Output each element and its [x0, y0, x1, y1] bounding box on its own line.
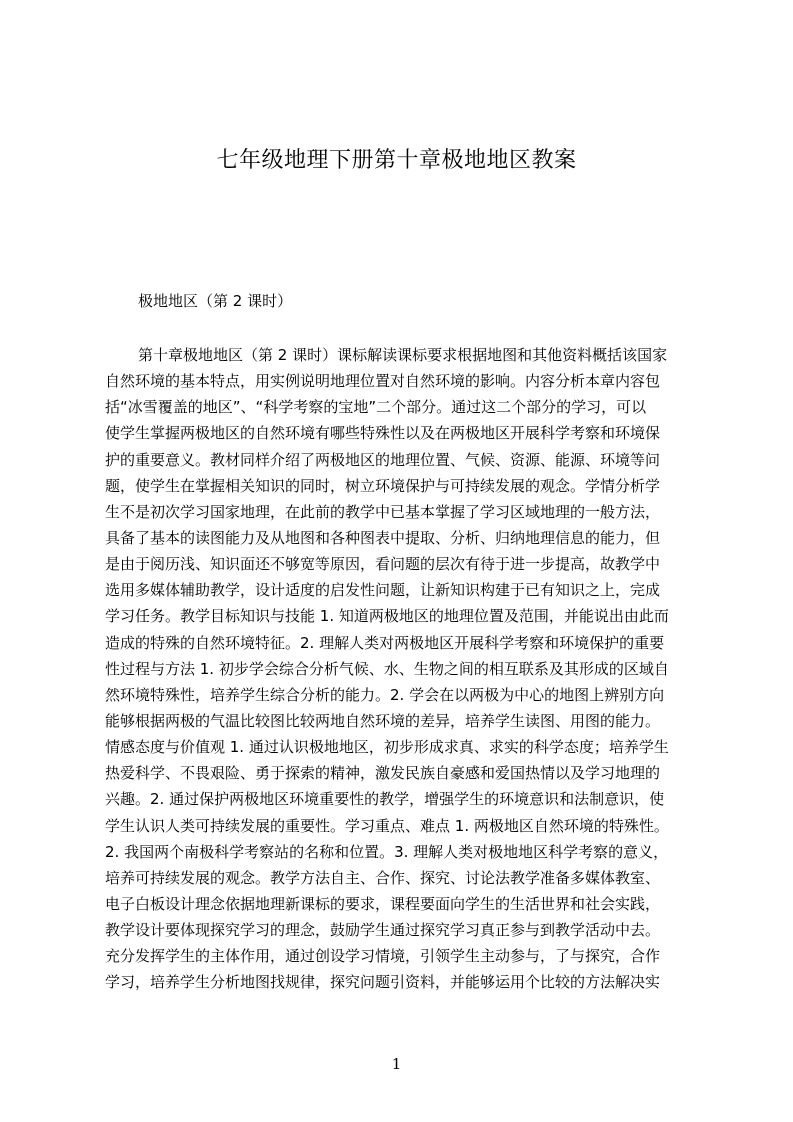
- text-line: 造成的特殊的自然环境特征。2. 理解人类对两极地区开展科学考察和环境保护的重要: [105, 633, 665, 652]
- body-paragraph: [105, 342, 701, 996]
- text-line: 护的重要意义。教材同样介绍了两极地区的地理位置、气候、资源、能源、环境等问: [105, 450, 661, 469]
- text-line: 第十章极地地区（第 2 课时）课标解读课标要求根据地图和其他资料概括该国家: [138, 346, 668, 364]
- text-line: 电子白板设计理念依据地理新课标的要求，课程要面向学生的生活世界和社会实践，: [105, 894, 661, 913]
- text-line: 情感态度与价值观 1. 通过认识极地地区，初步形成求真、求实的科学态度；培养学生: [105, 738, 669, 757]
- text-line: 学习，培养学生分析地图找规律，探究问题引资料，并能够运用个比较的方法解决实: [105, 973, 661, 992]
- text-line: 学生认识人类可持续发展的重要性。学习重点、难点 1. 两极地区自然环境的特殊性。: [105, 816, 669, 835]
- text-line: 能够根据两极的气温比较图比较两地自然环境的差异，培养学生读图、用图的能力。: [105, 711, 661, 730]
- text-line: 2. 我国两个南极科学考察站的名称和位置。3. 理解人类对极地地区科学考察的意义，: [105, 842, 669, 861]
- text-line: 性过程与方法 1. 初步学会综合分析气候、水、生物之间的相互联系及其形成的区域自: [105, 659, 669, 678]
- text-line: 具备了基本的读图能力及从地图和各种图表中提取、分析、归纳地理信息的能力，但: [105, 528, 661, 547]
- text-line: 自然环境的基本特点，用实例说明地理位置对自然环境的影响。内容分析本章内容包: [105, 372, 661, 391]
- text-line: 生不是初次学习国家地理，在此前的教学中已基本掌握了学习区域地理的一般方法，: [105, 502, 661, 521]
- page-number: 1: [391, 1055, 402, 1073]
- text-line: 然环境特殊性，培养学生综合分析的能力。2. 学会在以两极为中心的地图上辨别方向: [105, 685, 665, 704]
- text-line: 充分发挥学生的主体作用，通过创设学习情境，引领学生主动参与，了与探究，合作: [105, 947, 661, 966]
- text-line: 教学设计要体现探究学习的理念，鼓励学生通过探究学习真正参与到教学活动中去。: [105, 921, 661, 940]
- document-title: 七年级地理下册第十章极地地区教案: [216, 148, 577, 173]
- text-line: 热爱科学、不畏艰险、勇于探索的精神，激发民族自豪感和爱国热情以及学习地理的: [105, 764, 661, 783]
- text-line: 学习任务。教学目标知识与技能 1. 知道两极地区的地理位置及范围，并能说出由此而: [105, 607, 669, 626]
- text-line: 题，使学生在掌握相关知识的同时，树立环境保护与可持续发展的观念。学情分析学: [105, 476, 661, 495]
- text-line: 培养可持续发展的观念。教学方法自主、合作、探究、讨论法教学准备多媒体教室、: [105, 868, 661, 887]
- text-line: 选用多媒体辅助教学，设计适度的启发性问题，让新知识构建于已有知识之上，完成: [105, 581, 661, 600]
- document-subtitle: 极地地区（第 2 课时）: [138, 292, 293, 310]
- text-line: 兴趣。2. 通过保护两极地区环境重要性的教学，增强学生的环境意识和法制意识，使: [105, 790, 665, 809]
- text-line: 括“冰雪覆盖的地区”、“科学考察的宝地”二个部分。通过这二个部分的学习，可以: [105, 398, 647, 417]
- text-line: 是由于阅历浅、知识面还不够宽等原因，看问题的层次有待于进一步提高，故教学中: [105, 555, 661, 574]
- text-line: 使学生掌握两极地区的自然环境有哪些特殊性以及在两极地区开展科学考察和环境保: [105, 424, 661, 443]
